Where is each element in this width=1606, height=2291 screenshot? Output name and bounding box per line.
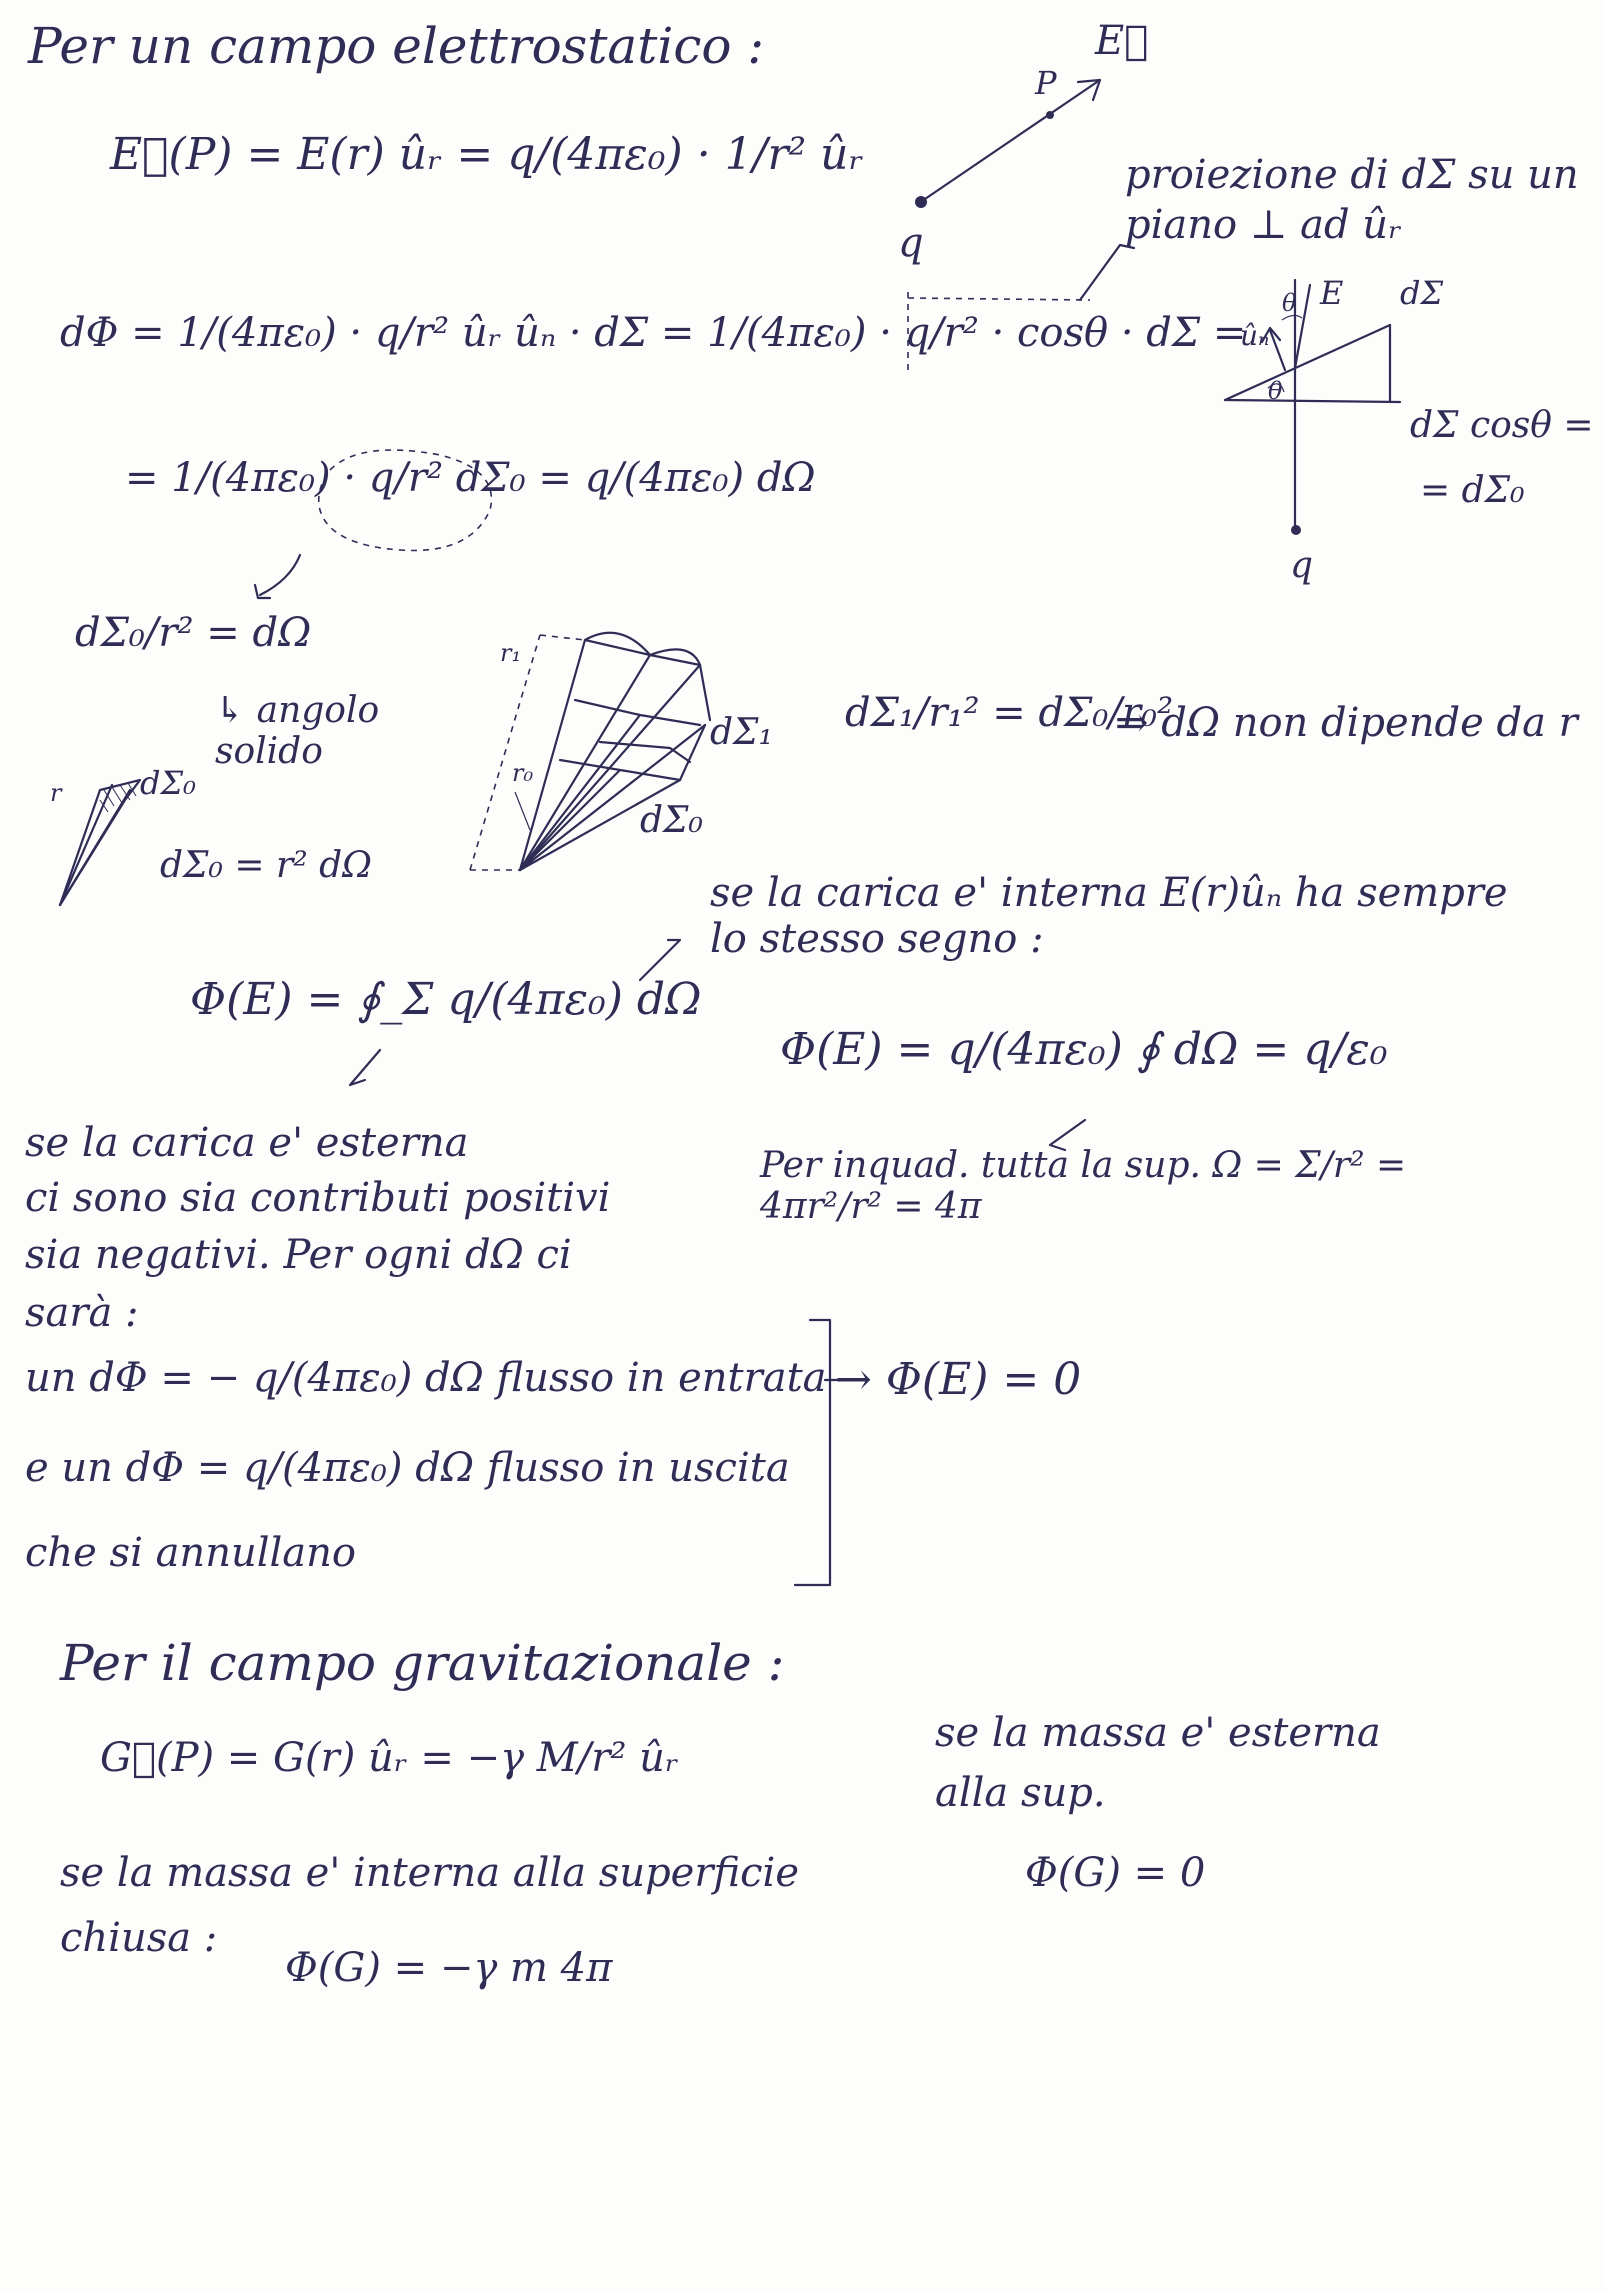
total-flux-integral: Φ(E) = ∮_Σ q/(4πε₀) dΩ — [190, 974, 702, 1025]
external-note-line: sia negativi. Per ogni dΩ ci — [25, 1232, 572, 1278]
outflow-equation: e un dΦ = q/(4πε₀) dΩ flusso in uscita — [25, 1445, 790, 1491]
field-line-diagram — [915, 80, 1100, 208]
electric-field-equation: E⃗(P) = E(r) ûᵣ = q/(4πε₀) · 1/r² ûᵣ — [110, 129, 864, 180]
projection-pointer-arrow — [1080, 245, 1134, 300]
charge-q-label: q — [898, 220, 924, 266]
dsigma-label: dΣ — [1400, 274, 1444, 312]
external-note-line: sarà : — [25, 1290, 139, 1336]
external-mass-flux: Φ(G) = 0 — [1025, 1850, 1206, 1896]
internal-charge-flux: Φ(E) = q/(4πε₀) ∮ dΩ = q/ε₀ — [780, 1024, 1388, 1075]
electrostatic-title: Per un campo elettrostatico : — [28, 17, 765, 75]
internal-mass-flux: Φ(G) = −γ m 4π — [285, 1945, 613, 1991]
cancel-note: che si annullano — [25, 1530, 356, 1576]
point-p-label: P — [1035, 64, 1057, 102]
dsigma0-equation: dΣ₀ = r² dΩ — [160, 845, 372, 886]
field-e-label: E — [1320, 274, 1344, 312]
solid-angle-definition: dΣ₀/r² = dΩ — [75, 610, 312, 656]
external-flux-result: → Φ(E) = 0 — [835, 1354, 1082, 1405]
area-ratio-equation: dΣ₁/r₁² = dΣ₀/r₀² — [845, 690, 1174, 736]
cone-dsigma1-label: dΣ₁ — [710, 712, 773, 753]
gravitational-title: Per il campo gravitazionale : — [60, 1634, 785, 1692]
external-mass-note-line: se la massa e' esterna — [935, 1710, 1381, 1756]
ratio-conclusion: ⇒ dΩ non dipende da r — [1115, 700, 1578, 746]
charge-q-label-2: q — [1290, 545, 1314, 586]
external-note-line: ci sono sia contributi positivi — [25, 1175, 611, 1221]
arrow-to-external-note — [350, 1050, 380, 1085]
whole-surface-solid-angle: Per inquad. tutta la sup. Ω = Σ/r² = 4πr²/r² = 4π — [760, 1145, 1407, 1228]
angle-theta-bottom: θ — [1268, 377, 1283, 405]
internal-mass-note-line: se la massa e' interna alla superficie — [60, 1850, 800, 1896]
arrow-solid-angle — [260, 555, 300, 595]
normal-vector-label: ûₙ — [1240, 319, 1270, 352]
projection-note: proiezione di dΣ su un piano ⊥ ad ûᵣ — [1125, 152, 1579, 248]
cone-dsigma0-label: dΣ₀ — [640, 800, 703, 841]
projection-equation-2: = dΣ₀ — [1420, 470, 1525, 511]
cone-r1-label: r₁ — [500, 639, 522, 667]
internal-mass-note-line: chiusa : — [60, 1915, 218, 1961]
external-note-line: se la carica e' esterna — [25, 1120, 469, 1166]
field-vector-label: E⃗ — [1095, 18, 1149, 64]
internal-charge-note: se la carica e' interna E(r)ûₙ ha sempre lo stesso segno : — [710, 870, 1508, 962]
flux-element-equation: dΦ = 1/(4πε₀) · q/r² ûᵣ ûₙ · dΣ = 1/(4πε₀) · q/r² · cosθ · dΣ = — [60, 310, 1247, 356]
small-cone-diagram — [60, 780, 140, 905]
inflow-equation: un dΦ = − q/(4πε₀) dΩ flusso in entrata — [25, 1355, 827, 1401]
angle-theta-top: θ — [1282, 289, 1297, 317]
projection-equation-1: dΣ cosθ = — [1410, 405, 1594, 446]
external-mass-note-line: alla sup. — [935, 1770, 1106, 1816]
small-cone-dsigma0-label: dΣ₀ — [140, 764, 196, 802]
flux-solid-angle-equation: = 1/(4πε₀) · q/r² dΣ₀ = q/(4πε₀) dΩ — [125, 455, 816, 501]
small-cone-r-label: r — [50, 779, 62, 807]
gravitational-field-equation: G⃗(P) = G(r) ûᵣ = −γ M/r² ûᵣ — [100, 1735, 679, 1781]
solid-angle-label: ↳ angolo solido — [215, 690, 380, 773]
cone-r0-label: r₀ — [512, 759, 534, 787]
